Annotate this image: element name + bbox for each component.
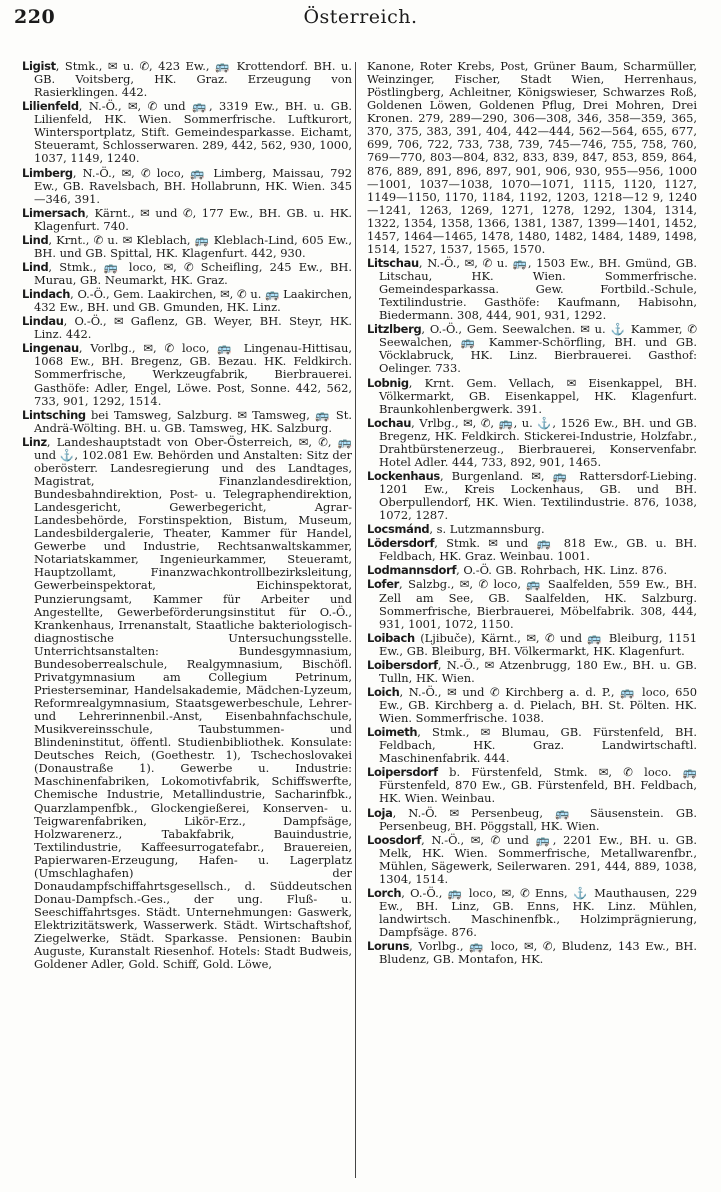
entry-text: , N.-Ö., ✉, ✆ loco, 🚌 Limberg, Maissau, 792 Ew., GB. Ravelsbach, BH. Hollabrunn, HK. Wien. 345—346, 391. (34, 165, 352, 206)
gazetteer-entry (22, 436, 352, 972)
gazetteer-entry (22, 167, 352, 206)
entry-text: , N.-Ö., ✉, ✆ und 🚌, 2201 Ew., BH. u. GB. Melk, HK. Wien. Sommerfrische, Metallwarenfbr., Mühlen, Sägewerk, Seilerwaren. 291, 444, 889, 1038, 1304, 1514. (379, 832, 697, 886)
entry-place-name: Linz (22, 434, 47, 449)
gazetteer-entry (22, 234, 352, 260)
gazetteer-entry (367, 686, 697, 725)
entry-text: , Vrlbg., ✉, ✆, 🚌, u. ⚓, 1526 Ew., BH. und GB. Bregenz, HK. Feldkirch. Stickerei-Industrie, Holzfabr., Drahtbürstenerzeug., Bierbrauerei, Konservenfabr. Hotel Adler. 444, 733, 892, 901, 1465. (379, 415, 697, 469)
entry-place-name: Loibersdorf (367, 657, 438, 672)
entry-place-name: Lind (22, 259, 49, 274)
entry-place-name: Lingenau (22, 341, 79, 356)
page-number: 220 (14, 6, 56, 28)
entry-place-name: Ligist (22, 59, 56, 73)
gazetteer-entry (367, 726, 697, 765)
gazetteer-entry (367, 940, 697, 966)
entry-text: , N.-Ö., ✉, ✆ und 🚌, 3319 Ew., BH. u. GB. Lilienfeld, HK. Wien. Sommerfrische. Luftkurort, Wintersportplatz, Stift. Gemeindesparkasse. Eichamt, Steueramt, Schlosserwaren. 289, 442, 562, 930, 1000, 1037, 1149, 1240. (34, 99, 352, 166)
gazetteer-entry (367, 60, 697, 256)
entry-text: , Stmk., 🚌 loco, ✉, ✆ Scheifling, 245 Ew., BH. Murau, GB. Neumarkt, HK. Graz. (34, 259, 352, 287)
gazetteer-entry (367, 417, 697, 469)
entry-text: , Burgenland. ✉, 🚌 Rattersdorf-Liebing. 1201 Ew., Kreis Lockenhaus, GB. und BH. Oberpullendorf, HK. Wien. Textilindustrie. 876, 1038, 1072, 1287. (379, 468, 697, 523)
gazetteer-entry (22, 100, 352, 165)
entry-place-name: Lind (22, 232, 49, 247)
entry-text: , O.-Ö., 🚌 loco, ✉, ✆ Enns, ⚓ Mauthausen, 229 Ew., BH. Linz, GB. Enns, HK. Linz. Mühlen, landwirtsch. Maschinenfbk., Holzimprägnierung, Dampfsäge. 876. (379, 885, 697, 940)
entry-place-name: Limberg (22, 165, 73, 180)
gazetteer-entry (367, 766, 697, 805)
gazetteer-entry (367, 323, 697, 375)
entry-place-name: Loruns (367, 939, 410, 954)
entry-place-name: Loja (367, 805, 393, 820)
entry-place-name: Lindau (22, 314, 64, 329)
entry-text: , Stmk., ✉ u. ✆, 423 Ew., 🚌 Krottendorf. BH. u. GB. Voitsberg, HK. Graz. Erzeugung von Rasierklingen. 442. (34, 59, 352, 100)
gazetteer-entry (367, 632, 697, 658)
entry-place-name: Locsmánd (367, 522, 430, 537)
entry-place-name: Lorch (367, 885, 402, 900)
entry-text: , N.-Ö., ✉ und ✆ Kirchberg a. d. P., 🚌 loco, 650 Ew., GB. Kirchberg a. d. Pielach, BH. St. Pölten. HK. Wien. Sommerfrische. 1038. (379, 684, 697, 726)
gazetteer-entry (367, 523, 697, 536)
entry-place-name: Lilienfeld (22, 99, 79, 114)
entry-place-name: Loosdorf (367, 832, 422, 847)
gazetteer-entry (367, 659, 697, 685)
entry-text: , N.-Ö., ✉ Atzenbrugg, 180 Ew., BH. u. GB. Tulln, HK. Wien. (379, 657, 697, 685)
entry-place-name: Limersach (22, 205, 86, 220)
gazetteer-entry (367, 564, 697, 577)
gazetteer-entry (367, 807, 697, 833)
entry-text: , Salzbg., ✉, ✆ loco, 🚌 Saalfelden, 559 Ew., BH. Zell am See, GB. Saalfelden, HK. Salzburg. Sommerfrische, Bierbrauerei, Möbelfabrik. 308, 444, 931, 1001, 1072, 1150. (379, 577, 697, 631)
entry-place-name: Lockenhaus (367, 468, 440, 483)
right-column (367, 60, 697, 967)
entry-text: , s. Lutzmannsburg. (429, 522, 545, 537)
gazetteer-entry (22, 288, 352, 314)
column-divider (355, 62, 356, 1178)
entry-text: , N.-Ö., ✉, ✆ u. 🚌, 1503 Ew., BH. Gmünd, GB. Litschau, HK. Wien. Sommerfrische. Gemeindesparkassa. Gew. Fortbild.-Schule, Textilindustrie. Gasthöfe: Kaufmann, Habisohn, Biedermann. 308, 444, 901, 931, 1292. (379, 255, 697, 323)
entry-text: , N.-Ö. ✉ Persenbeug, 🚌 Säusenstein. GB. Persenbeug, BH. Pöggstall, HK. Wien. (379, 805, 697, 833)
entry-place-name: Loibach (367, 630, 415, 645)
entry-place-name: Lodmannsdorf (367, 563, 457, 578)
gazetteer-entry (367, 257, 697, 322)
entry-text: , Krnt. Gem. Vellach, ✉ Eisenkappel, BH. Völkermarkt, GB. Eisenkappel, HK. Klagenfurt. Braunkohlenbergwerk. 391. (379, 375, 697, 416)
entry-text: b. Fürstenfeld, Stmk. ✉, ✆ loco. 🚌 Fürstenfeld, 870 Ew., GB. Fürstenfeld, BH. Feldbach, HK. Wien. Weinbau. (379, 765, 697, 806)
entry-place-name: Litschau (367, 255, 419, 270)
entry-text: , Stmk. ✉ und 🚌 818 Ew., GB. u. BH. Feldbach, HK. Graz. Weinbau. 1001. (379, 536, 697, 564)
entry-text: , Kärnt., ✉ und ✆, 177 Ew., BH. GB. u. HK. Klagenfurt. 740. (34, 205, 352, 233)
gazetteer-entry (367, 537, 697, 563)
entry-place-name: Lindach (22, 287, 71, 302)
page-title: Österreich. (303, 6, 418, 28)
entry-place-name: Loich (367, 684, 400, 699)
gazetteer-entry (367, 470, 697, 522)
entry-text: , Stmk., ✉ Blumau, GB. Fürstenfeld, BH. Feldbach, HK. Graz. Landwirtschaftl. Maschinenfabrik. 444. (379, 725, 697, 766)
entry-place-name: Loimeth (367, 725, 418, 740)
entry-text: , Krnt., ✆ u. ✉ Kleblach, 🚌 Kleblach-Lind, 605 Ew., BH. und GB. Spittal, HK. Klagenfurt. 442, 930. (34, 232, 352, 260)
entry-text: bei Tamsweg, Salzburg. ✉ Tamsweg, 🚌 St. Andrä-Wölting. BH. u. GB. Tamsweg, HK. Salzburg. (34, 407, 352, 435)
gazetteer-entry (367, 578, 697, 630)
entry-text: , Vorlbg., 🚌 loco, ✉, ✆, Bludenz, 143 Ew., BH. Bludenz, GB. Montafon, HK. (379, 939, 697, 967)
entry-text: (Ljibuče), Kärnt., ✉, ✆ und 🚌 Bleiburg, 1151 Ew., GB. Bleiburg, BH. Völkermarkt, HK. Klagenfurt. (379, 630, 697, 658)
gazetteer-entry (22, 207, 352, 233)
entry-text: , O.-Ö. GB. Rohrbach, HK. Linz. 876. (456, 563, 668, 578)
entry-place-name: Lintsching (22, 407, 86, 422)
gazetteer-entry (22, 342, 352, 407)
entry-text: Kanone, Roter Krebs, Post, Grüner Baum, Scharmüller, Weinzinger, Fischer, Stadt Wien, Herrenhaus, Pöstlingberg, Achleitner, Königswieser, Schwarzes Roß, Goldenen Löwen, Goldenen Pflug, Drei Mohren, Drei Kronen. 279, 289—290, 306—308, 346, 358—359, 365, 370, 375, 383, 391, 404, 442—444, 562—564, 655, 677, 699, 706, 722, 733, 738, 739, 745—746, 755, 758, 760, 769—770, 803—804, 832, 833, 839, 847, 853, 859, 864, 876, 889, 891, 896, 897, 901, 906, 930, 955—956, 1000—1001, 1037—1038, 1070—1071, 1115, 1120, 1127, 1149—1150, 1170, 1184, 1192, 1203, 1218—12 9, 1240—1241, 1263, 1269, 1271, 1278, 1292, 1304, 1314, 1322, 1354, 1358, 1366, 1381, 1387, 1399—1401, 1452, 1457, 1464—1465, 1478, 1480, 1482, 1484, 1489, 1498, 1514, 1527, 1537, 1565, 1570. (367, 59, 697, 256)
gazetteer-entry (22, 315, 352, 341)
gazetteer-entry (367, 377, 697, 416)
entry-place-name: Litzlberg (367, 322, 422, 337)
entry-text: , O.-Ö., Gem. Laakirchen, ✉, ✆ u. 🚌 Laakirchen, 432 Ew., BH. und GB. Gmunden, HK. Linz. (34, 287, 352, 315)
entry-text: , O.-Ö., ✉ Gaflenz, GB. Weyer, BH. Steyr, HK. Linz. 442. (34, 314, 352, 342)
entry-place-name: Lobnig (367, 375, 409, 390)
gazetteer-entry (367, 834, 697, 886)
entry-place-name: Lödersdorf (367, 536, 435, 551)
entry-place-name: Lochau (367, 415, 412, 430)
gazetteer-entry (22, 60, 352, 99)
entry-text: , Vorlbg., ✉, ✆ loco, 🚌 Lingenau-Hittisau, 1068 Ew., BH. Bregenz, GB. Bezau. HK. Feldkirch. Sommerfrische, Werkzeugfabrik, Bierbrauerei. Gasthöfe: Adler, Engel, Löwe. Post, Sonne. 442, 562, 733, 901, 1292, 1514. (34, 341, 352, 408)
gazetteer-entry (22, 409, 352, 435)
entry-place-name: Loipersdorf (367, 765, 438, 780)
entry-text: , O.-Ö., Gem. Seewalchen. ✉ u. ⚓ Kammer, ✆ Seewalchen, 🚌 Kammer-Schörfling, BH. und GB. Vöcklabruck, HK. Linz. Bierbrauerei. Gasthof: Oelinger. 733. (379, 322, 697, 376)
entry-place-name: Lofer (367, 577, 400, 592)
gazetteer-entry (367, 887, 697, 939)
left-column (22, 60, 352, 972)
entry-text: , Landeshauptstadt von Ober-Österreich, ✉, ✆, 🚌 und ⚓, 102.081 Ew. Behörden und Anstalten: Sitz der oberösterr. Landesregierung und des Landtages, Magistrat, Finanzlandesdirektion, Bundesbahndirektion, Post- u. Telegraphendirektion, Landesgericht, Gewerbegericht, Agrar-Landesbehörde, Forstinspektion, Bistum, Museum, Landesbildergalerie, Theater, Kammer für Handel, Gewerbe und Industrie, Rechtsanwaltskammer, Notariatskammer, Ingenieurkammer, Steueramt, Hauptzollamt, Finanzwachkontrollbezirksleitung, Gewerbeinspektorat, Eichinspektorat, Punzierungsamt, Kammer für Arbeiter und Angestellte, Gewerbeförderungsinstitut für O.-Ö., Krankenhaus, Irrenanstalt, Staatliche bakteriologisch-diagnostische Untersuchungsstelle. Unterrichtsanstalten: Bundesgymnasium, Bundesoberrealschule, Realgymnasium, Bischöfl. Privatgymnasium am Collegium Petrinum, Priesterseminar, Handelsakademie, Mädchen-Lyzeum, Reformrealgymnasium, Staatsgewerbeschule, Lehrer- und Lehrerinnenbil.-Anst, Eisenbahnfachschule, Musikvereinsschule, Taubstummen- und Blindeninstitut, öffentl. Studienbibliothek. Konsulate: Deutsches Reich, (Goethestr. 1), Tschechoslovakei (Donaustraße 1). Gewerbe u. Industrie: Maschinenfabriken, Lokomotivfabrik, Schiffswerfte, Chemische Industrie, Metallindustrie, Sacharinfbk., Quarzlampenfbk., Glockengießerei, Konserven- u. Teigwarenfabriken, Likör-Erz., Dampfsäge, Holzwarenerz., Tabakfabrik, Bauindustrie, Textilindustrie, Kaffeesurrogatefabr., Brauereien, Papierwaren-Erzeugung, Hafen- u. Lagerplatz (Umschlaghafen) der Donaudampfschiffahrtsgesellsch., d. Süddeutschen Donau-Dampfsch.-Ges., der ung. Fluß- u. Seeschiffahrtsges. Städt. Unternehmungen: Gaswerk, Elektrizitätswerk, Wasserwerk. Städt. Wirtschaftshof, Ziegelwerke, Städt. Sparkasse. Pensionen: Baubin Auguste, Kuranstalt Riesenhof. Hotels: Stadt Budweis, Goldener Adler, Gold. Schiff, Gold. Löwe, (34, 434, 352, 972)
gazetteer-entry (22, 261, 352, 287)
